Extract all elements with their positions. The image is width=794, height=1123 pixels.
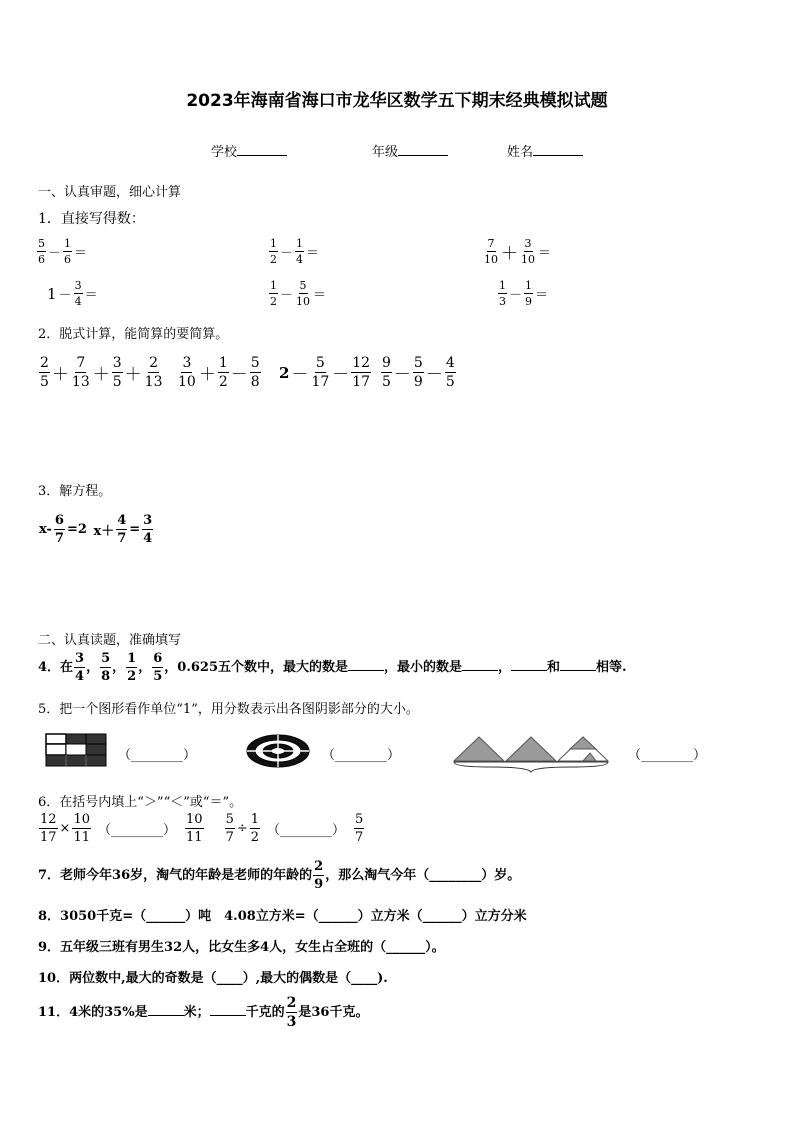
grade-blank[interactable]	[398, 142, 448, 156]
q5-answer-3[interactable]: （________）	[628, 748, 707, 763]
q5-answer-2[interactable]: （________）	[322, 748, 401, 763]
q11-blank-1[interactable]	[148, 1002, 184, 1016]
q6-label: 6．在括号内填上“＞”“＜”或“＝”。	[38, 795, 243, 810]
grade-label: 年级	[372, 145, 399, 160]
school-label: 学校	[211, 145, 238, 160]
school-blank[interactable]	[237, 142, 287, 156]
name-blank[interactable]	[533, 142, 583, 156]
q3-label: 3．解方程。	[38, 484, 112, 499]
q4: 4．在 $\frac{3}{4}$ ， $\frac{5}{8}$ ， $\frac{1}{2}$ ， $\frac{6}{5}$ ，0.625五个数中，最大的数是 ，最小的数是 ， 和 相等.	[38, 651, 627, 684]
section-1-heading: 一、认真审题，细心计算	[38, 185, 182, 200]
section-2-heading: 二、认真读题，准确填写	[38, 633, 182, 648]
q1-label: 1．直接写得数：	[38, 211, 145, 227]
triangles-figure	[450, 733, 612, 773]
q2-expr-2: $\frac{3}{10}$ ＋ $\frac{1}{2}$ － $\frac{5}{8}$	[178, 355, 260, 390]
q4-blank-eq2[interactable]	[560, 657, 596, 671]
q6-blank-2[interactable]: （________）	[267, 823, 346, 838]
page-title: 2023年海南省海口市龙华区数学五下期末经典模拟试题	[186, 91, 608, 111]
q1-item-4: 1 － $\frac{3}{4}$ ＝	[47, 279, 98, 308]
grade-field	[372, 141, 448, 160]
q2-expr-4: $\frac{9}{5}$ － $\frac{5}{9}$ － $\frac{4}{5}$	[382, 355, 455, 390]
q2-label: 2．脱式计算，能简算的要简算。	[38, 327, 229, 342]
q7: 7．老师今年36岁，淘气的年龄是老师的年龄的 $\frac{2}{9}$ ，那么淘气今年（________）岁。	[38, 859, 521, 892]
grid-rectangle-figure	[45, 733, 107, 767]
q4-blank-eq1[interactable]	[511, 657, 547, 671]
q11: 11．4米的35%是 米； 千克的 $\frac{2}{3}$ 是36千克。	[38, 995, 369, 1030]
concentric-rings-figure	[245, 733, 311, 769]
q6-comparisons: $\frac{12}{17}$ × $\frac{10}{11}$ （________） $\frac{10}{11}$ $\frac{5}{7}$ ÷ $\frac{1}{2}$ （________） $\frac{5}{7}$	[40, 812, 364, 845]
q3-equations: x- $\frac{6}{7}$ =2 x＋ $\frac{4}{7}$ = $\frac{3}{4}$	[39, 513, 153, 546]
q6-blank-1[interactable]: （________）	[98, 823, 177, 838]
school-field	[211, 141, 287, 160]
q2-expr-3: 2 － $\frac{5}{17}$ － $\frac{12}{17}$	[279, 355, 371, 390]
q4-blank-min[interactable]	[462, 657, 498, 671]
name-label: 姓名	[507, 145, 534, 160]
q2-expr-1: $\frac{2}{5}$ ＋ $\frac{7}{13}$ ＋ $\frac{3}{5}$ ＋ $\frac{2}{13}$	[40, 355, 163, 390]
name-field	[507, 141, 583, 160]
q11-blank-2[interactable]	[210, 1002, 246, 1016]
q5-answer-1[interactable]: （________）	[118, 748, 197, 763]
q1-item-5: $\frac{1}{2}$ － $\frac{5}{10}$ ＝	[270, 279, 327, 308]
q1-item-6: $\frac{1}{3}$ － $\frac{1}{9}$ ＝	[499, 279, 549, 308]
q9: 9．五年级三班有男生32人，比女生多4人，女生占全班的（______）。	[38, 940, 445, 955]
q10: 10．两位数中,最大的奇数是（____）,最大的偶数是（____).	[38, 971, 388, 986]
q5-label: 5．把一个图形看作单位“1”，用分数表示出各图阴影部分的大小。	[38, 702, 419, 717]
q1-item-1: $\frac{5}{6}$ － $\frac{1}{6}$ ＝	[38, 237, 88, 266]
q1-item-2: $\frac{1}{2}$ － $\frac{1}{4}$ ＝	[270, 237, 320, 266]
q8: 8．3050千克=（______）吨 4.08立方米=（______）立方米（______）立方分米	[38, 909, 527, 924]
q1-item-3: $\frac{7}{10}$ ＋ $\frac{3}{10}$ ＝	[484, 237, 552, 266]
q4-blank-max[interactable]	[348, 657, 384, 671]
